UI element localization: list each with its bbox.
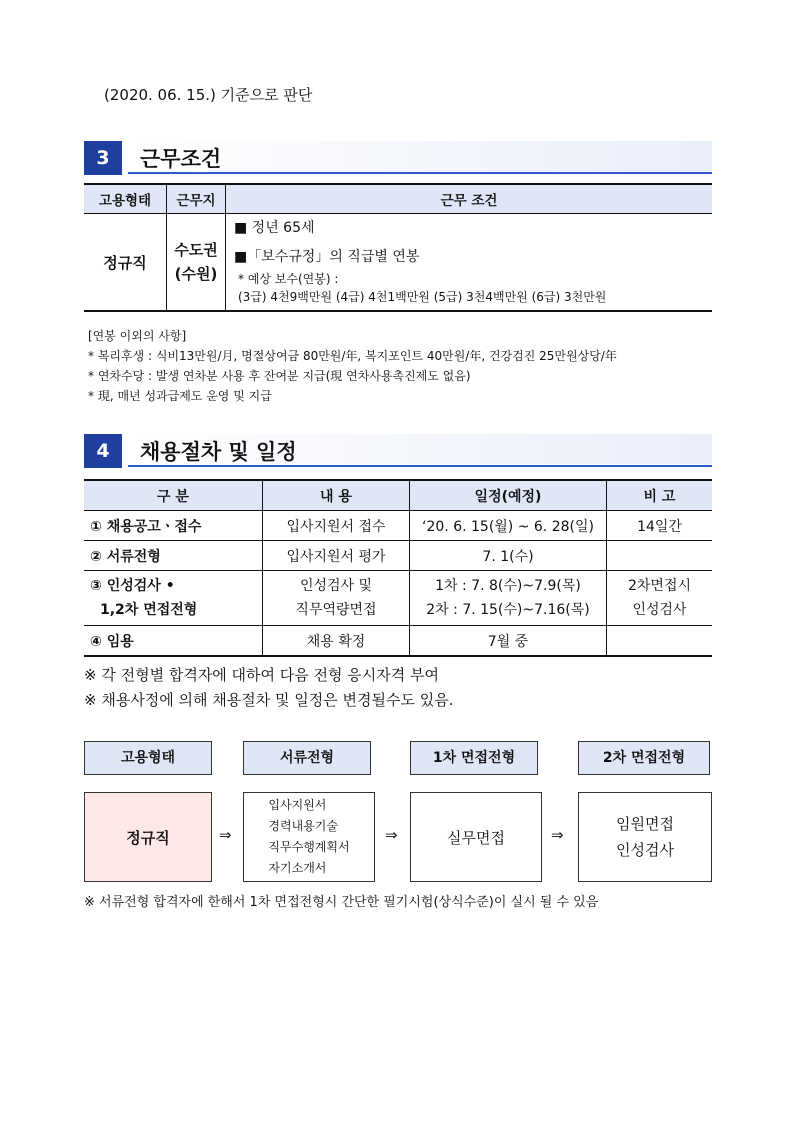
document-item: 경력내용기술	[268, 819, 338, 833]
flow-box-documents	[243, 792, 375, 882]
interview-item: 인성검사	[616, 841, 674, 859]
column-header: 일정(예정)	[410, 480, 607, 511]
section-number: 3	[84, 141, 122, 175]
section-title: 근무조건	[140, 147, 222, 171]
content-cell: 입사지원서 평가	[263, 541, 410, 571]
salary-detail: (3급) 4천9백만원 (4급) 4천1백만원 (5급) 3천4백만원 (6급) 3천만원	[238, 290, 607, 304]
flow-header-employment: 고용형태	[84, 741, 212, 775]
flow-header-interview1: 1차 면접전형	[410, 741, 538, 775]
arrow-icon: ⇒	[551, 826, 564, 844]
column-header: 근무지	[167, 184, 226, 214]
table-header-row	[84, 184, 712, 214]
schedule-cell: 7월 중	[410, 626, 607, 657]
table-row	[84, 571, 712, 626]
remark-line: ※ 각 전형별 합격자에 대하여 다음 전형 응시자격 부여	[84, 666, 440, 684]
content-cell: 채용 확정	[263, 626, 410, 657]
document-item: 입사지원서	[268, 798, 327, 812]
workplace-cell: 수도권 (수원)	[167, 214, 226, 312]
benefit-notes	[88, 326, 617, 406]
condition-item: ■「보수규정」의 직급별 연봉	[234, 249, 420, 265]
note-cell	[607, 626, 713, 657]
table-row	[84, 511, 712, 541]
section-4-header	[84, 434, 712, 468]
conditions-cell	[226, 214, 713, 312]
salary-label: * 예상 보수(연봉) :	[238, 272, 339, 286]
document-item: 자기소개서	[268, 861, 327, 875]
section-3-header	[84, 141, 712, 175]
note-line: * 복리후생 : 식비13만원/月, 명절상여금 80만원/年, 복지포인트 40만원/年, 건강검진 25만원상당/年	[88, 349, 617, 363]
note-cell: 14일간	[607, 511, 713, 541]
footnote: ※ 서류전형 합격자에 한해서 1차 면접전형시 간단한 필기시험(상식수준)이 실시 될 수 있음	[84, 895, 599, 910]
table-row	[84, 541, 712, 571]
interview-item: 임원면접	[616, 815, 674, 833]
note-cell: 2차면접시 인성검사	[607, 571, 713, 626]
table-row	[84, 626, 712, 657]
note-cell	[607, 541, 713, 571]
employment-type-cell: 정규직	[84, 214, 167, 312]
section-title: 채용절차 및 일정	[140, 440, 297, 464]
column-header: 내 용	[263, 480, 410, 511]
step-cell: ④ 임용	[84, 626, 263, 657]
flow-box-interview2	[578, 792, 712, 882]
table-header-row	[84, 480, 712, 511]
note-line: * 現, 매년 성과급제도 운영 및 지급	[88, 389, 272, 403]
column-header: 고용형태	[84, 184, 167, 214]
section-number: 4	[84, 434, 122, 468]
schedule-table	[84, 479, 712, 657]
schedule-cell: ‘20. 6. 15(월) ~ 6. 28(일)	[410, 511, 607, 541]
step-cell: ① 채용공고ㆍ접수	[84, 511, 263, 541]
note-line: * 연차수당 : 발생 연차분 사용 후 잔여분 지급(現 연차사용촉진제도 없음)	[88, 369, 471, 383]
column-header: 비 고	[607, 480, 713, 511]
flow-box-employment: 정규직	[84, 792, 212, 882]
arrow-icon: ⇒	[219, 826, 232, 844]
intro-text: (2020. 06. 15.) 기준으로 판단	[104, 86, 313, 104]
condition-item: ■ 정년 65세	[234, 220, 315, 236]
flow-header-document: 서류전형	[243, 741, 371, 775]
remark-line: ※ 채용사정에 의해 채용절차 및 일정은 변경될수도 있음.	[84, 691, 454, 709]
schedule-cell: 1차 : 7. 8(수)~7.9(목) 2차 : 7. 15(수)~7.16(목)	[410, 571, 607, 626]
column-header: 근무 조건	[226, 184, 713, 214]
flow-box-interview1: 실무면접	[410, 792, 542, 882]
column-header: 구 분	[84, 480, 263, 511]
content-cell: 인성검사 및 직무역량면접	[263, 571, 410, 626]
flow-header-interview2: 2차 면접전형	[578, 741, 710, 775]
arrow-icon: ⇒	[385, 826, 398, 844]
step-cell: ③ 인성검사 • 1,2차 면접전형	[84, 571, 263, 626]
schedule-cell: 7. 1(수)	[410, 541, 607, 571]
document-item: 직무수행계획서	[268, 840, 350, 854]
note-line: [연봉 이외의 사항]	[88, 329, 187, 343]
step-cell: ② 서류전형	[84, 541, 263, 571]
content-cell: 입사지원서 접수	[263, 511, 410, 541]
table-row	[84, 214, 712, 312]
work-conditions-table	[84, 183, 712, 312]
